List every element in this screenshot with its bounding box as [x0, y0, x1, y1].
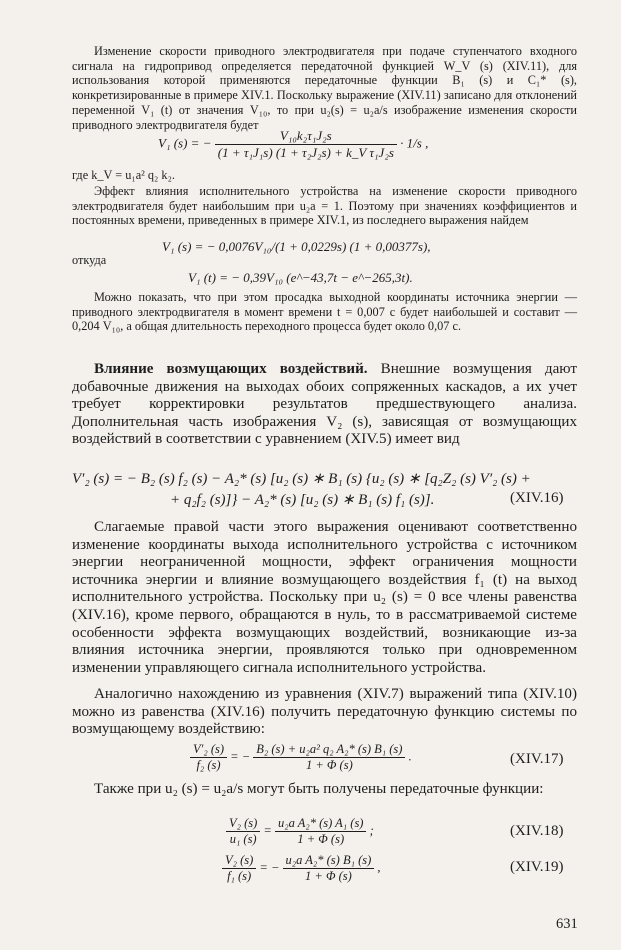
eq18-operator: =: [263, 823, 272, 838]
section-heading: Влияние возмущающих воздействий.: [94, 361, 368, 377]
equation-number-xiv18: (XIV.18): [510, 823, 564, 839]
eq17-tail: .: [408, 749, 412, 764]
equation-v1-transfer: [158, 128, 428, 161]
equation-number-xiv19: (XIV.19): [510, 859, 564, 875]
eq17-right-fraction: [253, 742, 405, 773]
eq19-operator: = −: [259, 860, 280, 875]
eq18-left-denominator: u₁ (s): [229, 832, 257, 846]
equation-v1-numeric: V₁ (s) = − 0,0076V₁₀/(1 + 0,0229s) (1 + 0,00377s),: [162, 239, 431, 254]
disturbances-text: Внешние возмущения дают добавочные движения на выходах обоих сопряженных каскадов, а их учет требует корректировки результатов предшествующего анализа. Дополнительная часть изображения V₂ (s), зависящая от возмущающих воздействий в соответствии с уравнением (XIV.5) имеет вид: [72, 361, 577, 448]
eq19-left-denominator: f₁ (s): [227, 869, 252, 883]
paragraph-also: Также при u₂ (s) = u₂a/s могут быть получены передаточные функции:: [94, 781, 544, 797]
eq19-left-fraction: [222, 853, 256, 884]
eq17-left-denominator: f₂ (s): [196, 758, 221, 772]
eq18-left-numerator: V₂ (s): [226, 816, 260, 832]
equation-xiv16-line2: + q₂f₂ (s)]} − A₂* (s) [u₂ (s) ∗ B₁ (s) f₁ (s)].: [170, 492, 435, 508]
eq18-right-denominator: 1 + Φ (s): [297, 832, 345, 846]
eq17-right-denominator: 1 + Φ (s): [305, 758, 353, 772]
eq17-right-numerator: B₂ (s) + u₂a² q₂ A₂* (s) B₁ (s): [253, 742, 405, 758]
eq1-denominator: (1 + τ₁J₁s) (1 + τ₂J₂s) + k_V τ₁J₂s: [217, 145, 394, 160]
paragraph-kv-definition: где k_V = u₁a² q₂ k₂.: [72, 168, 175, 182]
paragraph-intro: Изменение скорости приводного электродвигателя при подаче ступенчатого входного сигнала на гидропривод определяется передаточной функцией W_V (s) (XIV.11), для использования которой применяются передаточные функции B₁ (s) и C₁* (s), конкретизированные в примере XIV.1. Поскольку выражение (XIV.11) записано для отклонений переменной V₁ (t) от значения V₁₀, то при u₂(s) = u₂a/s изображение изменения скорости приводного электродвигателя будет: [72, 44, 577, 132]
eq19-tail: ,: [377, 860, 381, 875]
paragraph-terms: Слагаемые правой части этого выражения оценивают соответственно изменение координаты выхода исполнительного устройства с источником энергии неограниченной мощности, эффект ограничения мощности источника энергии и влияние возмущающего воздействия f₁ (t) на выход исполнительного устройства. Поскольку при u₂ (s) = 0 все члены равенства (XIV.16), кроме первого, обращаются в нуль, то в рассматриваемой системе особенности эффекта возмущающих воздействий, возникающие из-за влияния источника энергии, проявляются только при одновременном изменении управляющего сигнала исполнительного устройства.: [72, 519, 577, 676]
eq17-left-numerator: V′₂ (s): [190, 742, 227, 758]
eq18-right-fraction: [275, 816, 367, 847]
eq1-fraction: [215, 128, 397, 161]
eq18-left-fraction: [226, 816, 260, 847]
eq19-right-numerator: u₂a A₂* (s) B₁ (s): [283, 853, 375, 869]
equation-number-xiv17: (XIV.17): [510, 751, 564, 767]
eq19-left-numerator: V₂ (s): [222, 853, 256, 869]
eq17-operator: = −: [230, 749, 251, 764]
eq19-right-fraction: [283, 853, 375, 884]
equation-number-xiv16: (XIV.16): [510, 490, 564, 506]
equation-xiv18: [226, 816, 374, 847]
eq19-right-denominator: 1 + Φ (s): [305, 869, 352, 883]
equation-v1-time: V₁ (t) = − 0,39V₁₀ (e^−43,7t − e^−265,3t).: [188, 270, 413, 285]
paragraph-drawdown: Можно показать, что при этом просадка выходной координаты источника энергии — приводного электродвигателя в момент времени t = 0,007 c будет наибольшей и составит — 0,204 V₁₀, а общая длительность переходного процесса будет около 0,07 c.: [72, 290, 577, 334]
eq18-tail: ;: [369, 823, 374, 838]
eq18-right-numerator: u₂a A₂* (s) A₁ (s): [275, 816, 367, 832]
eq17-left-fraction: [190, 742, 227, 773]
paragraph-disturbances: [72, 361, 577, 449]
eq1-lhs: V₁ (s) = −: [158, 135, 212, 151]
equation-xiv17: [190, 742, 412, 773]
eq1-numerator: V₁₀k₂τ₁J₂s: [215, 128, 397, 145]
paragraph-effect: Эффект влияния исполнительного устройства на изменение скорости приводного электродвигателя будет наибольшим при u₂a = 1. Поэтому при значениях коэффициентов и постоянных времени, приведенных в примере XIV.1, из последнего выражения найдем: [72, 184, 577, 228]
page-number: 631: [556, 916, 578, 932]
equation-xiv16-line1: V′₂ (s) = − B₂ (s) f₂ (s) − A₂* (s) [u₂ (s) ∗ B₁ (s) {u₂ (s) ∗ [q₂Z₂ (s) V′₂ (s) +: [72, 471, 531, 487]
paragraph-analogous: Аналогично нахождению из уравнения (XIV.7) выражений типа (XIV.10) можно из равенства (XIV.16) получить передаточную функцию системы по возмущающему воздействию:: [72, 686, 577, 738]
equation-xiv19: [222, 853, 381, 884]
paragraph-whence: откуда: [72, 253, 107, 267]
eq1-tail: · 1/s ,: [400, 135, 429, 151]
